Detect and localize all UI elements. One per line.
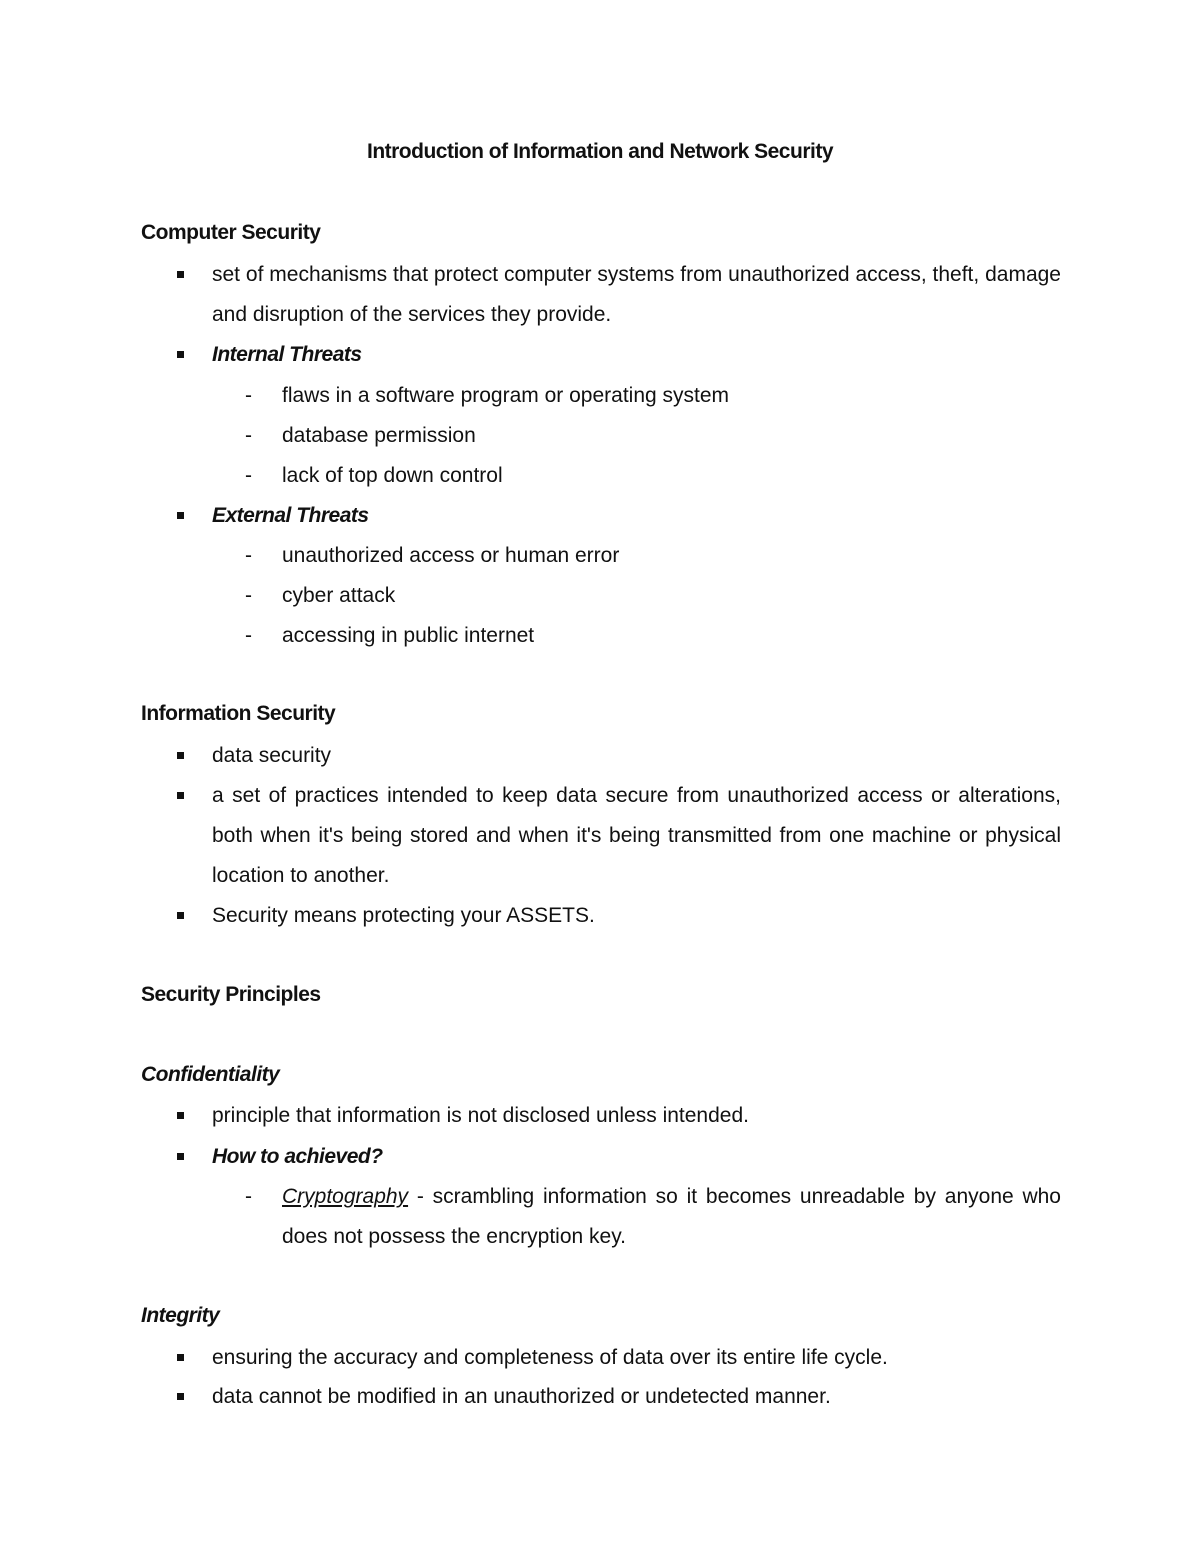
list-item	[141, 896, 1061, 936]
list-item	[141, 1338, 1061, 1378]
square-bullet-icon	[177, 752, 184, 759]
internal-threats-label: Internal Threats	[212, 343, 362, 366]
square-bullet-icon	[177, 271, 184, 278]
list-item	[141, 335, 1061, 375]
sub-list-item	[245, 456, 1061, 496]
list-item	[141, 776, 1061, 896]
how-to-achieve-label: How to achieved?	[212, 1145, 383, 1168]
sub-list-item-text: database permission	[282, 424, 476, 447]
square-bullet-icon	[177, 1393, 184, 1400]
cryptography-term: Cryptography	[282, 1185, 409, 1208]
list-item-text: a set of practices intended to keep data secure from unauthorized access or alterations, both when it's being stored and when it's being transmitted from one machine or physical location to another.	[212, 784, 1061, 887]
sub-list-item	[245, 416, 1061, 456]
external-threats-label: External Threats	[212, 504, 369, 527]
dash-marker: -	[245, 584, 252, 607]
sub-list-item	[245, 376, 1061, 416]
sub-list-item	[245, 616, 1061, 656]
list-item	[141, 1377, 1061, 1417]
heading-security-principles: Security Principles	[141, 983, 321, 1006]
dash-marker: -	[245, 424, 252, 447]
square-bullet-icon	[177, 1153, 184, 1160]
list-item-text: data cannot be modified in an unauthorized or undetected manner.	[212, 1385, 831, 1408]
dash-marker: -	[245, 1185, 252, 1208]
list-item-text: Security means protecting your ASSETS.	[212, 904, 595, 927]
list-item	[141, 736, 1061, 776]
heading-computer-security: Computer Security	[141, 221, 321, 244]
sub-list-item	[245, 536, 1061, 576]
document-title: Introduction of Information and Network Security	[366, 140, 833, 163]
square-bullet-icon	[177, 1354, 184, 1361]
dash-marker: -	[245, 624, 252, 647]
square-bullet-icon	[177, 1112, 184, 1119]
list-item	[141, 255, 1061, 335]
list-item	[141, 496, 1061, 536]
heading-confidentiality: Confidentiality	[141, 1063, 280, 1086]
list-item	[141, 1096, 1061, 1136]
dash-marker: -	[245, 544, 252, 567]
square-bullet-icon	[177, 512, 184, 519]
square-bullet-icon	[177, 912, 184, 919]
sub-list-item	[245, 1177, 1061, 1257]
dash-marker: -	[245, 464, 252, 487]
list-item-text: principle that information is not disclosed unless intended.	[212, 1104, 749, 1127]
list-item-text: set of mechanisms that protect computer systems from unauthorized access, theft, damage and disruption of the services they provide.	[212, 263, 1061, 326]
heading-information-security: Information Security	[141, 702, 336, 725]
sub-list-item-text: lack of top down control	[282, 464, 503, 487]
sub-list-item-text: accessing in public internet	[282, 624, 535, 647]
sub-list-item	[245, 576, 1061, 616]
square-bullet-icon	[177, 792, 184, 799]
square-bullet-icon	[177, 351, 184, 358]
sub-list-item-text: flaws in a software program or operating system	[282, 384, 730, 407]
sub-list-item-text: unauthorized access or human error	[282, 544, 620, 567]
sub-list-item-text: cyber attack	[282, 584, 396, 607]
heading-integrity: Integrity	[141, 1304, 220, 1327]
list-item	[141, 1137, 1061, 1177]
sub-list-item-text	[282, 1177, 1061, 1257]
list-item-text: ensuring the accuracy and completeness of data over its entire life cycle.	[212, 1346, 888, 1369]
cryptography-description: - scrambling information so it becomes unreadable by anyone who does not possess the encryption key.	[282, 1185, 1061, 1248]
list-item-text: data security	[212, 744, 332, 767]
dash-marker: -	[245, 384, 252, 407]
